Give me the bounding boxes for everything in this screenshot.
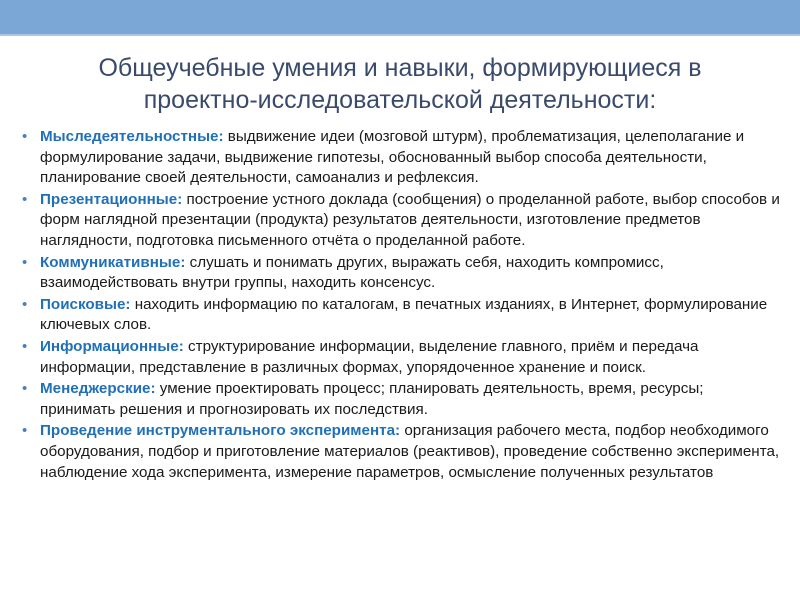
bullet-dot-icon: • <box>22 337 28 355</box>
bullet-dot-icon: • <box>22 190 28 208</box>
list-item-search <box>22 295 782 336</box>
list-item-presentation <box>22 190 782 252</box>
bullet-dot-icon: • <box>22 295 28 313</box>
item-heading: Коммуникативные: <box>40 253 186 271</box>
bullet-dot-icon: • <box>22 422 28 440</box>
item-heading: Мыследеятельностные: <box>40 128 224 145</box>
bullet-dot-icon: • <box>22 128 28 145</box>
list-item-thinking <box>22 127 782 189</box>
item-heading: Менеджерские: <box>40 380 156 398</box>
item-text: структурирование информации, выделение главного, приём и передача информации, представление в различных формах, упорядоченное хранение и поиск. <box>40 337 699 376</box>
bullet-dot-icon: • <box>22 380 28 398</box>
item-heading: Проведение инструментального эксперимента: <box>40 422 401 440</box>
item-text: построение устного доклада (сообщения) о проделанной работе, выбор способов и форм наглядной презентации (продукта) результатов деятельности, изготовление предметов наглядности, подготовка письменного отчёта о проделанной работе. <box>40 190 780 249</box>
slide-title <box>60 52 740 116</box>
slide-title-line-1: Общеучебные умения и навыки, формирующиеся в <box>98 54 702 82</box>
item-text: умение проектировать процесс; планировать деятельность, время, ресурсы; принимать решения и прогнозировать их последствия. <box>40 380 704 418</box>
skills-list <box>22 127 782 484</box>
item-text: находить информацию по каталогам, в печатных изданиях, в Интернет, формулирование ключевых слов. <box>40 295 768 334</box>
list-item-information <box>22 337 782 378</box>
top-band-divider <box>0 34 800 36</box>
item-heading: Поисковые: <box>40 295 131 313</box>
item-text: слушать и понимать других, выражать себя, находить компромисс, взаимодействовать внутри группы, находить консенсус. <box>40 253 664 292</box>
item-text: организация рабочего места, подбор необходимого оборудования, подбор и приготовление материалов (реактивов), проведение собственно эксперимента, наблюдение хода эксперимента, измерение параметров, осмысление полученных результатов <box>40 422 780 481</box>
item-heading: Презентационные: <box>40 190 183 208</box>
list-item-management <box>22 379 782 420</box>
list-item-experiment <box>22 421 782 483</box>
top-decorative-band <box>0 0 800 34</box>
slide-title-line-2: проектно-исследовательской деятельности: <box>143 86 657 114</box>
list-item-communication <box>22 253 782 294</box>
item-heading: Информационные: <box>40 337 184 355</box>
item-text: выдвижение идеи (мозговой штурм), проблематизация, целеполагание и формулирование задачи, выдвижение гипотезы, обоснованный выбор способа деятельности, планирование своей деятельности, самоанализ и рефлексия. <box>40 128 745 187</box>
bullet-dot-icon: • <box>22 253 28 271</box>
